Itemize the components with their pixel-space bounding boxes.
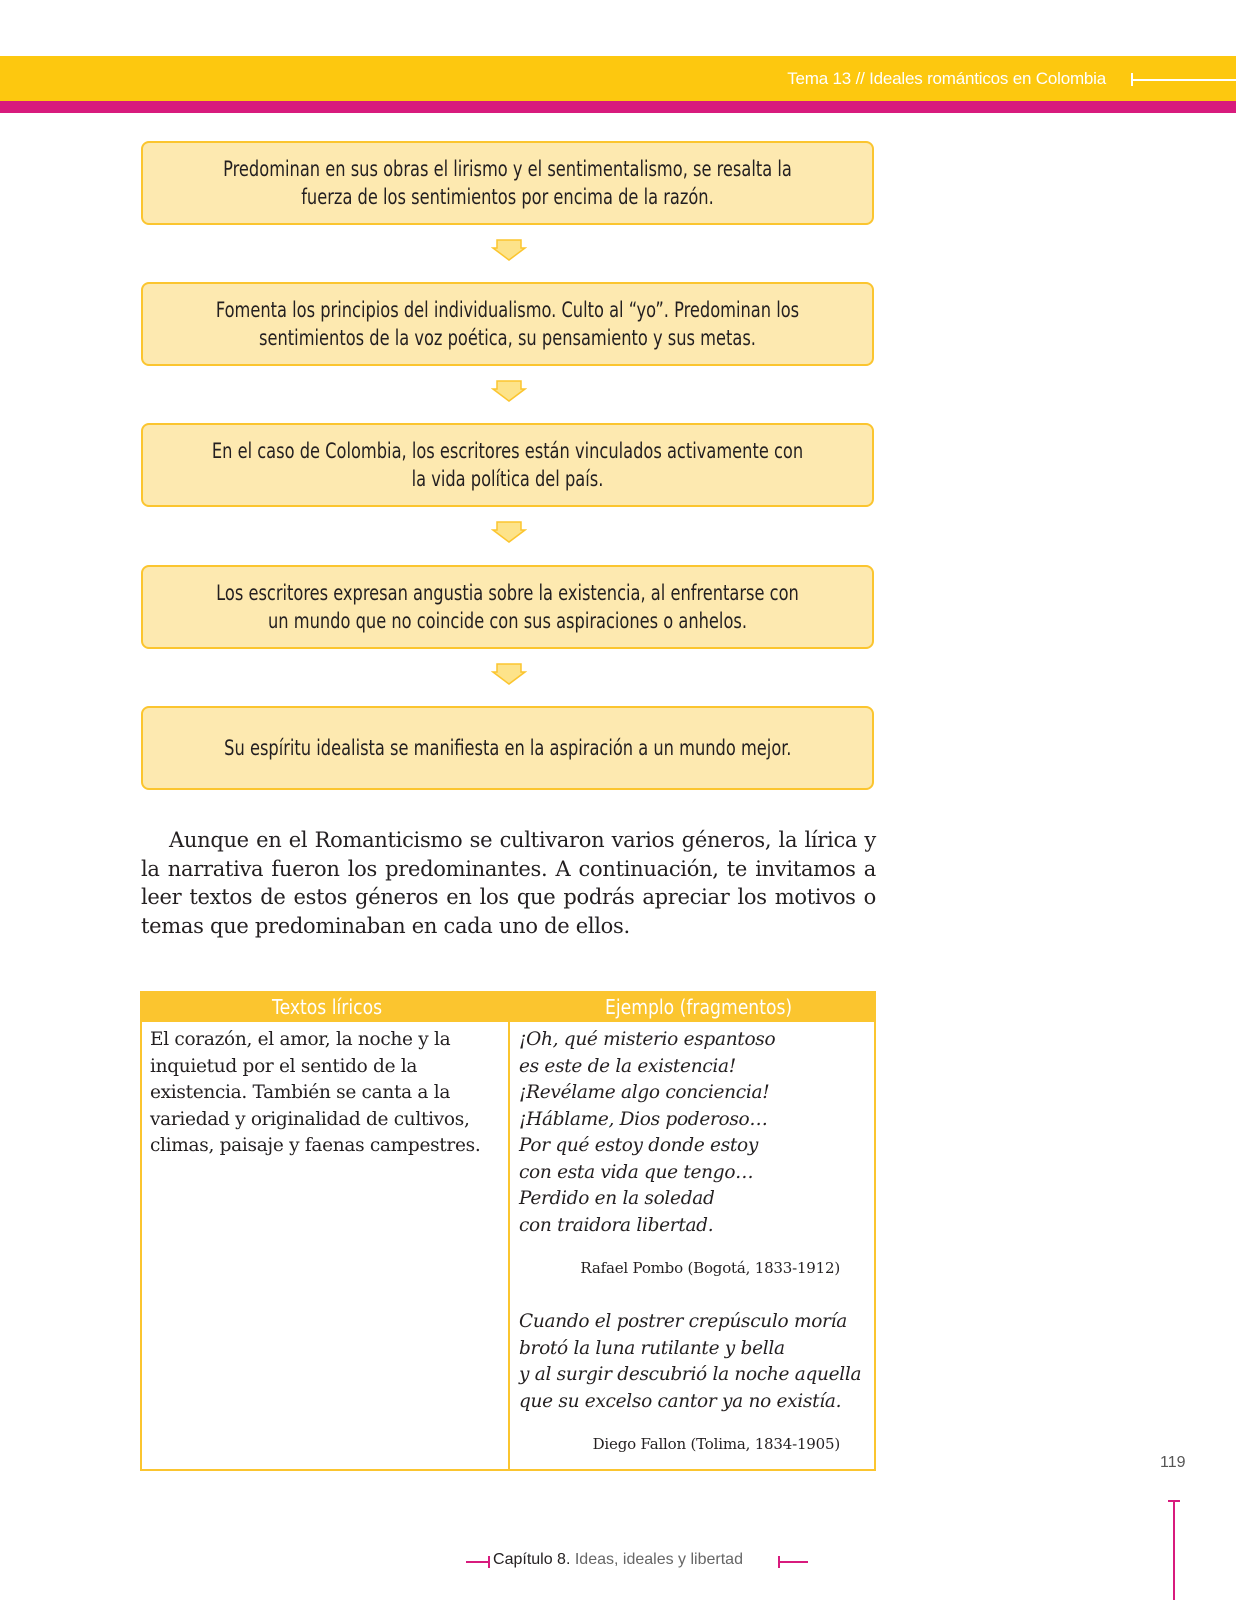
poem-1-author: Rafael Pombo (Bogotá, 1833-1912)	[580, 1259, 840, 1277]
poem-line: con traidora libertad.	[519, 1214, 714, 1236]
down-arrow-icon	[491, 662, 527, 686]
poem-line: Por qué estoy donde estoy	[519, 1135, 759, 1156]
down-arrow-icon	[491, 238, 527, 262]
footer-chapter-name: Ideas, ideales y libertad	[574, 1551, 743, 1568]
footer-rule-right	[778, 1561, 808, 1563]
flow-box-5-text: Su espíritu idealista se manifiesta en la aspiración a un mundo mejor.	[223, 736, 792, 760]
poem-line: que su excelso cantor ya no existía.	[519, 1390, 842, 1412]
flow-box-1-text: Predominan en sus obras el lirismo y el sentimentalismo, se resalta la fuerza de los sentimientos por encima de la razón.	[223, 157, 792, 209]
poem-line: ¡Oh, qué misterio espantoso	[519, 1029, 776, 1050]
poem-line: Cuando el postrer crepúsculo moría	[519, 1311, 847, 1332]
column-divider	[508, 993, 510, 1469]
side-rule	[1173, 1500, 1175, 1600]
flow-box-2	[141, 282, 874, 366]
lyric-texts-table	[140, 991, 876, 1471]
down-arrow-icon	[491, 379, 527, 403]
poem-line: Perdido en la soledad	[519, 1188, 715, 1209]
table-header-col1: Textos líricos	[272, 995, 383, 1019]
poem-fragment-2	[519, 1309, 864, 1415]
poem-line: ¡Revélame algo conciencia!	[519, 1082, 770, 1103]
flow-box-3-text: En el caso de Colombia, los escritores están vinculados activamente con la vida política del país.	[211, 439, 804, 491]
poem-fragment-1	[519, 1027, 864, 1239]
header-accent-band	[0, 101, 1236, 113]
header-rule	[1131, 79, 1236, 81]
lyric-themes-description: El corazón, el amor, la noche y la inquietud por el sentido de la existencia. También se canta a la variedad y originalidad de cultivos, climas, paisaje y faenas campestres.	[150, 1029, 481, 1156]
poem-line: brotó la luna rutilante y bella	[519, 1337, 785, 1359]
footer-chapter-label: Capítulo 8.	[493, 1551, 571, 1568]
flow-box-3	[141, 423, 874, 507]
intro-paragraph: Aunque en el Romanticismo se cultivaron varios géneros, la lírica y la narrativa fueron los predominantes. A continuación, te invitamos a leer textos de estos géneros en los que podrás apreciar los motivos o temas que predominaban en cada uno de ellos.	[141, 828, 876, 938]
header-title: Tema 13 // Ideales románticos en Colombia	[787, 69, 1106, 88]
poem-line: y al surgir descubrió la noche aquella	[519, 1364, 862, 1385]
page-number: 119	[1160, 1454, 1186, 1471]
flow-box-2-text: Fomenta los principios del individualismo. Culto al “yo”. Predominan los sentimientos de la voz poética, su pensamiento y sus metas.	[215, 298, 800, 350]
poem-line: ¡Háblame, Dios poderoso…	[519, 1108, 768, 1130]
footer	[0, 1551, 1236, 1569]
poem-2-author: Diego Fallon (Tolima, 1834-1905)	[592, 1435, 840, 1453]
poem-line: con esta vida que tengo…	[519, 1161, 754, 1183]
table-header-col2: Ejemplo (fragmentos)	[605, 995, 793, 1019]
flow-box-4	[141, 565, 874, 649]
flow-box-4-text: Los escritores expresan angustia sobre la existencia, al enfrentarse con un mundo que no coincide con sus aspiraciones o anhelos.	[216, 581, 799, 633]
poem-line: es este de la existencia!	[519, 1055, 736, 1077]
flow-box-1	[141, 141, 874, 225]
flow-box-5	[141, 706, 874, 790]
down-arrow-icon	[491, 520, 527, 544]
